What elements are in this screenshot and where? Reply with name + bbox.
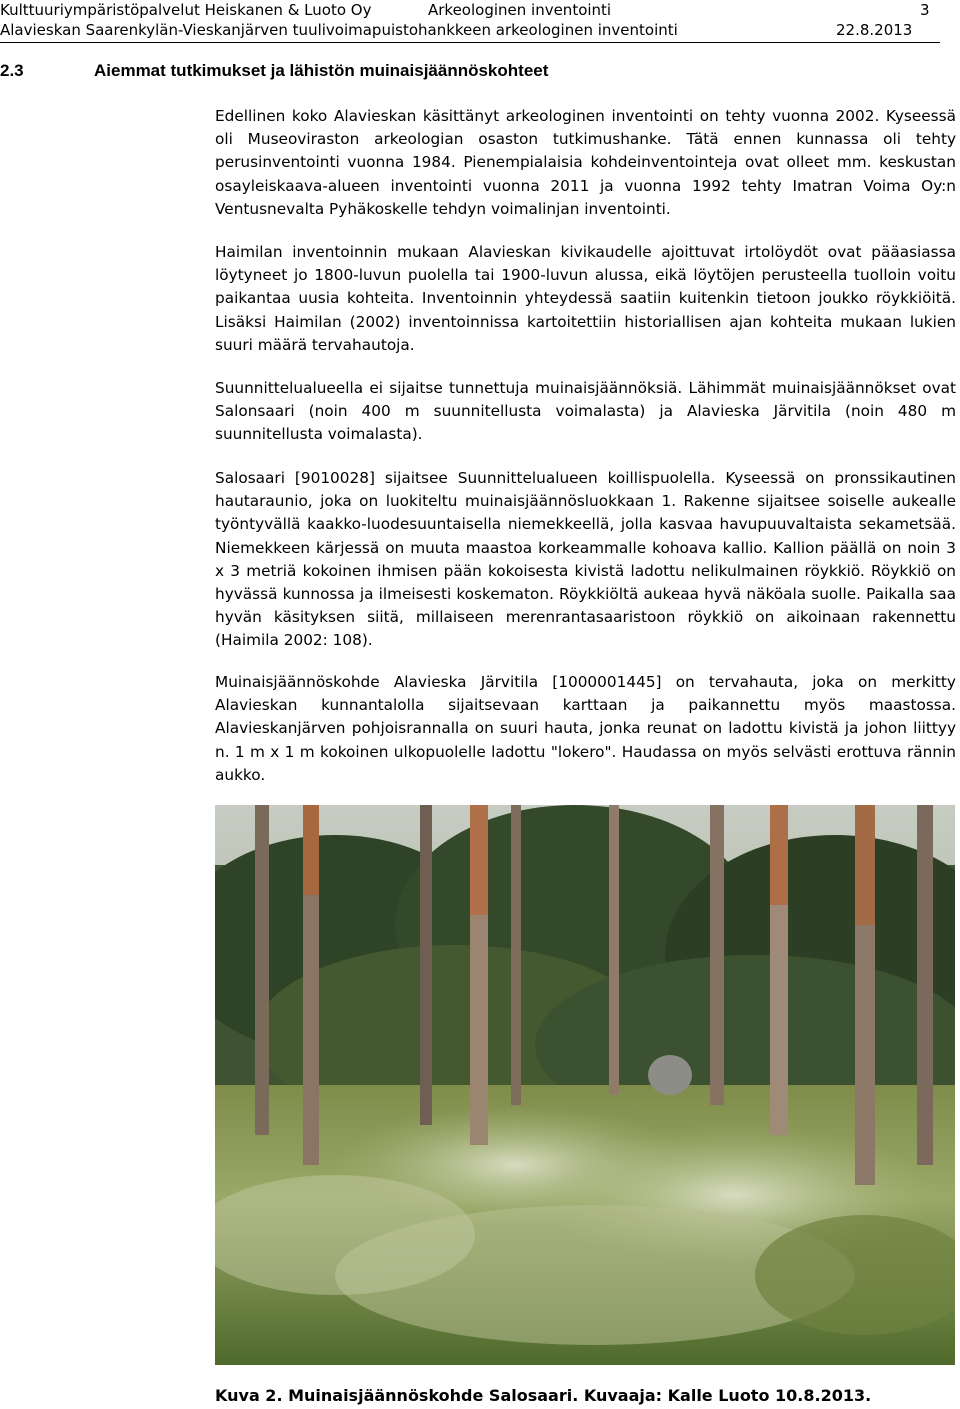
paragraph-jarvitila: Muinaisjäännöskohde Alavieska Järvitila [1000001445] on tervahauta, joka on merkitty Alavieskan kunnantalolla sijaitsevaan karttaan ja paikannettu myös maastossa. Alavieskanjärven pohjoisrannalla on suuri hauta, jonka reunat on ladottu kivistä ja johon liittyy n. 1 m x 1 m kokoinen ulkopuolelle ladottu "lokero". Haudassa on myös selvästi erottuva rännin aukko.	[215, 673, 956, 784]
section-heading	[0, 61, 548, 81]
paragraph-nearest-sites: Suunnittelualueella ei sijaitse tunnettuja muinaisjäännöksiä. Lähimmät muinaisjäännökset ovat Salonsaari (noin 400 m suunnitellusta voimalasta) ja Alavieska Järvitila (noin 480 m suunnitellusta voimalasta).	[215, 379, 956, 444]
section-number: 2.3	[0, 61, 24, 80]
paragraph-salosaari: Salosaari [9010028] sijaitsee Suunnittelualueen koillispuolella. Kyseessä on pronssikautinen hautaraunio, joka on luokiteltu muinaisjäännösluokkaan 1. Rakenne sijaitsee soiselle aukealle työntyvällä kaakko-luodesuuntaisella niemekkeellä, jolla kasvaa havupuuvaltaista sekametsää. Niemekkeen kärjessä on muuta maastoa korkeammalle kohoava kallio. Kallion päällä on noin 3 x 3 metriä kokoinen ihmisen pään kokoisesta kivistä ladottu nelikulmainen röykkiö. Röykkiö on hyvässä kunnossa ja ilmeisesti koskematon. Röykkiöltä aukeaa hyvä näköala suolle. Paikalla saa hyvän käsityksen siitä, millaiseen merenrantasaaristoon röykkiö on aikoinaan rakennettu (Haimila 2002: 108).	[215, 469, 956, 650]
paragraph-previous-inventories: Edellinen koko Alavieskan käsittänyt arkeologinen inventointi on tehty vuonna 2002. Kyseessä oli Museoviraston arkeologian osaston tutkimushanke. Tätä ennen kunnassa oli tehty perusinventointi vuonna 1984. Pienempialaisia kohdeinventointeja ovat olleet mm. keskustan osayleiskaava-alueen inventointi vuonna 2011 ja vuonna 1992 tehty Imatran Voima Oy:n Ventusnevalta Pyhäkoskelle tehdyn voimalinjan inventointi.	[215, 107, 956, 218]
figure-caption: Kuva 2. Muinaisjäännöskohde Salosaari. Kuvaaja: Kalle Luoto 10.8.2013.	[215, 1386, 872, 1405]
forest-photo-illustration	[215, 805, 955, 1365]
paragraph-haimila-inventory: Haimilan inventoinnin mukaan Alavieskan kivikaudelle ajoittuvat irtolöydöt ovat pääasiassa löytyneet jo 1800-luvun puolella tai 1900-luvun alussa, eikä löytöjen perusteella tuolloin voitu paikantaa uusia kohteita. Inventoinnin yhteydessä saatiin kuitenkin tietoon joukko röykkiöitä. Lisäksi Haimilan (2002) inventoinnissa kartoitettiin historiallisen ajan kohteita mukaan lukien suuri määrä tervahautoja.	[215, 243, 956, 354]
header-document-type: Arkeologinen inventointi	[428, 1, 612, 19]
header-date: 22.8.2013	[836, 21, 913, 39]
header-project: Alavieskan Saarenkylän-Vieskanjärven tuulivoimapuistohankkeen arkeologinen inventointi	[0, 21, 678, 39]
header-divider	[0, 42, 940, 43]
header-organization: Kulttuuriympäristöpalvelut Heiskanen & Luoto Oy	[0, 1, 372, 19]
page-header	[0, 0, 960, 44]
forest-photo	[215, 805, 955, 1365]
section-title: Aiemmat tutkimukset ja lähistön muinaisjäännöskohteet	[94, 61, 549, 80]
header-page-number: 3	[920, 1, 930, 19]
